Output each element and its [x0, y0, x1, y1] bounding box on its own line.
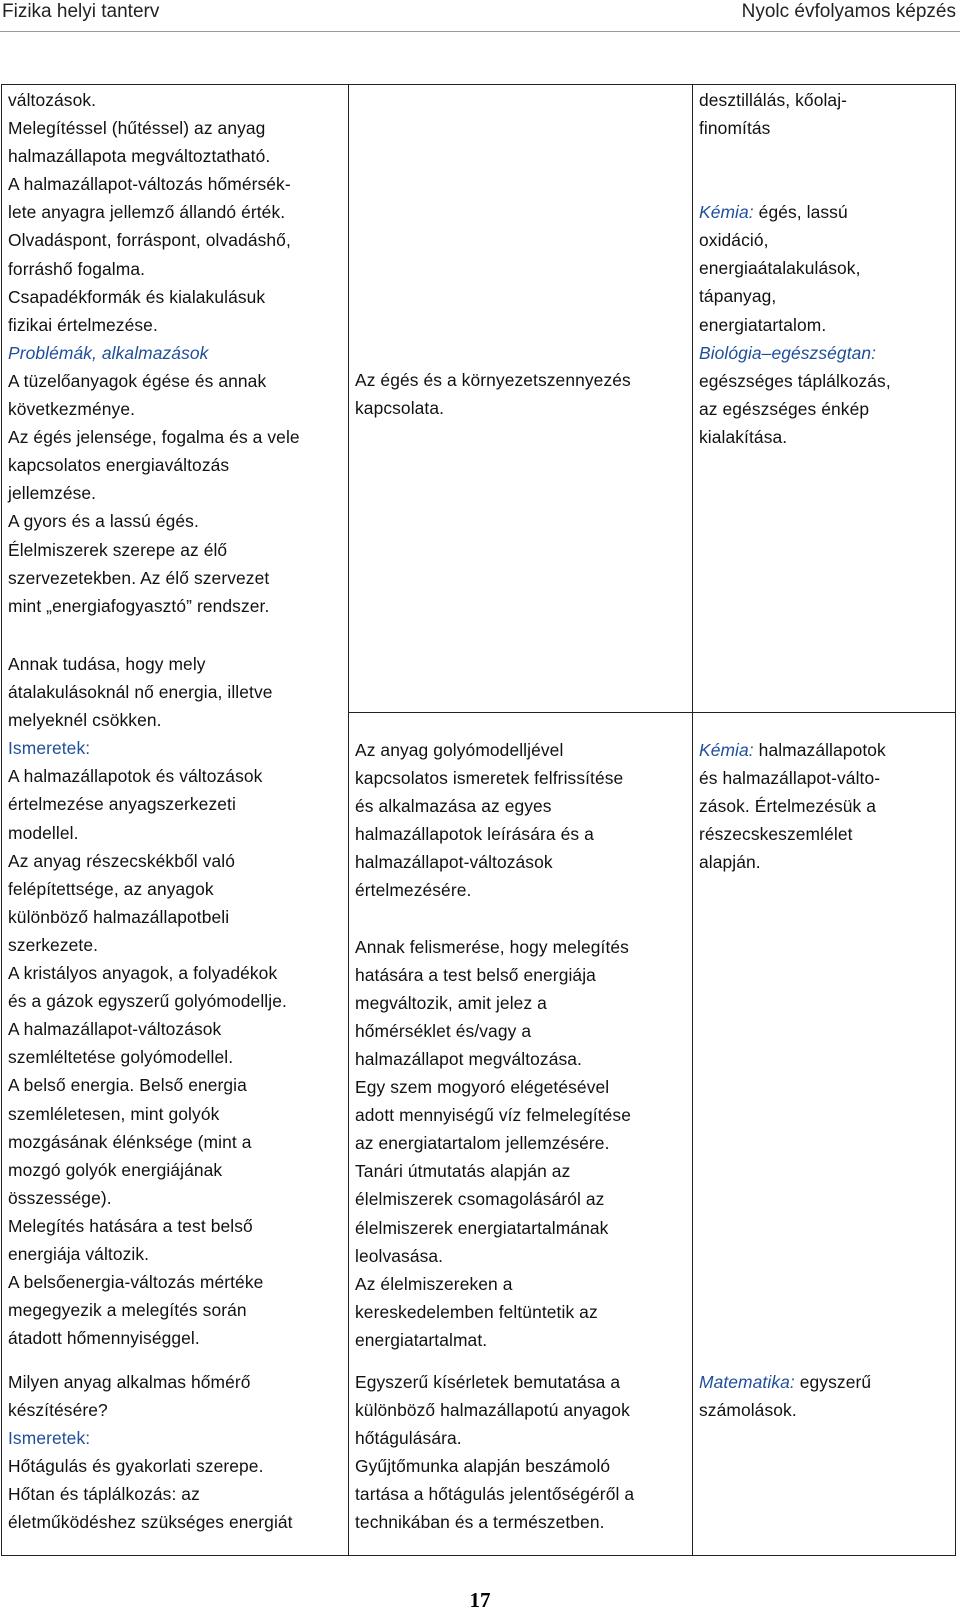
row2-crosslinks-cell	[699, 736, 951, 876]
text-line: megegyezik a melegítés során	[8, 1300, 247, 1321]
text-line: lete anyagra jellemző állandó érték.	[8, 202, 286, 223]
text-line: kereskedelemben feltüntetik az	[355, 1301, 598, 1322]
text-line: Hőtan és táplálkozás: az	[8, 1484, 200, 1505]
text-line: halmazállapotok leírására és a	[355, 824, 594, 845]
text-line: kapcsolatos energiaváltozás	[8, 455, 230, 476]
text-line: halmazállapot-változások	[355, 852, 553, 873]
text-line: részecskeszemlélet	[699, 824, 853, 845]
text-line: A halmazállapot-változások	[8, 1019, 222, 1040]
text-line: zások. Értelmezésük a	[699, 796, 877, 817]
text-line: készítésére?	[8, 1400, 108, 1421]
row-divider	[348, 712, 956, 713]
text-line: változások.	[8, 90, 97, 110]
text-line: felépítettsége, az anyagok	[8, 878, 214, 899]
text-line: Melegítéssel (hűtéssel) az anyag	[8, 118, 266, 139]
table-border-right	[955, 84, 956, 1556]
column-divider-2	[692, 84, 693, 1556]
text-line: A gyors és a lassú égés.	[8, 511, 199, 532]
text-line: Milyen anyag alkalmas hőmérő	[8, 1372, 251, 1392]
text-line: Annak felismerése, hogy melegítés	[355, 936, 629, 957]
subject-label: Kémia:	[699, 740, 754, 760]
text-span: halmazállapotok	[753, 740, 886, 760]
text-line: kapcsolata.	[355, 398, 445, 419]
text-line: Tanári útmutatás alapján az	[355, 1161, 571, 1182]
text-line: energiaátalakulások,	[699, 258, 861, 279]
text-line: és a gázok egyszerű golyómodellje.	[8, 991, 287, 1012]
text-line: hőmérséklet és/vagy a	[355, 1020, 532, 1041]
text-line: Olvadáspont, forráspont, olvadáshő,	[8, 230, 291, 251]
text-line: A kristályos anyagok, a folyadékok	[8, 963, 278, 984]
text-line: Annak tudása, hogy mely	[8, 654, 206, 674]
text-line: Gyűjtőmunka alapján beszámoló	[355, 1456, 611, 1477]
text-line: modellel.	[8, 822, 79, 843]
text-line: mint „energiafogyasztó” rendszer.	[8, 595, 270, 616]
text-line: Az égés és a környezetszennyezés	[355, 370, 631, 390]
row1-crosslinks-cell	[699, 86, 951, 451]
text-line: életműködéshez szükséges energiát	[8, 1512, 293, 1533]
text-line: szerkezete.	[8, 934, 99, 955]
text-line: Ismeretek:	[8, 1428, 91, 1449]
text-line: Az anyag részecskékből való	[8, 850, 235, 871]
text-line: következménye.	[8, 399, 136, 420]
text-line: desztillálás, kőolaj-	[699, 90, 848, 110]
text-line: Hőtágulás és gyakorlati szerepe.	[8, 1456, 264, 1477]
column-divider-1	[348, 84, 349, 1556]
text-line: mozgó golyók energiájának	[8, 1159, 223, 1180]
header-divider	[0, 31, 960, 32]
text-line: finomítás	[699, 118, 771, 139]
text-span: égés, lassú	[753, 202, 848, 223]
text-line: különböző halmazállapotbeli	[8, 906, 230, 927]
page-number: 17	[469, 1588, 491, 1612]
text-line: Élelmiszerek szerepe az élő	[8, 539, 228, 560]
text-line: átadott hőmennyiséggel.	[8, 1328, 200, 1349]
text-line: szervezetekben. Az élő szervezet	[8, 567, 270, 588]
row1-activities-cell	[355, 366, 689, 422]
text-line: élelmiszerek csomagolásáról az	[355, 1189, 605, 1210]
text-line	[699, 736, 951, 764]
table-border-left	[1, 84, 2, 1556]
text-line: értelmezésére.	[355, 880, 472, 901]
text-line: halmazállapot megváltozása.	[355, 1048, 582, 1069]
text-line: kapcsolatos ismeretek felfrissítése	[355, 768, 624, 789]
table-border-bottom	[1, 1555, 956, 1556]
text-line: A tüzelőanyagok égése és annak	[8, 370, 267, 391]
text-line: A halmazállapot-változás hőmérsék-	[8, 174, 291, 195]
text-line: alapján.	[699, 852, 761, 873]
text-line	[699, 1368, 951, 1396]
text-line: fizikai értelmezése.	[8, 314, 158, 335]
text-line: szemléltetése golyómodellel.	[8, 1047, 234, 1068]
text-line	[355, 905, 689, 933]
text-line: forráshő fogalma.	[8, 258, 146, 279]
text-line: hatására a test belső energiája	[355, 964, 596, 985]
text-line: különböző halmazállapotú anyagok	[355, 1400, 630, 1421]
text-line: mozgásának élénksége (mint a	[8, 1131, 252, 1152]
text-line: leolvasása.	[355, 1245, 444, 1266]
header-title: Fizika helyi tanterv	[2, 1, 160, 22]
text-line: megváltozik, amit jelez a	[355, 992, 547, 1013]
text-line: A belső energia. Belső energia	[8, 1075, 247, 1096]
text-line: Ismeretek:	[8, 738, 91, 759]
text-line	[699, 142, 951, 170]
text-line: energiatartalmat.	[355, 1329, 488, 1350]
text-line: A belsőenergia-változás mértéke	[8, 1272, 264, 1293]
text-line: értelmezése anyagszerkezeti	[8, 794, 236, 815]
text-line: hőtágulására.	[355, 1428, 462, 1449]
text-line	[699, 170, 951, 198]
text-line: oxidáció,	[699, 230, 769, 251]
row3-crosslinks-cell	[699, 1368, 951, 1424]
text-line: az egészséges énkép	[699, 398, 870, 419]
text-line: átalakulásoknál nő energia, illetve	[8, 682, 273, 703]
text-line: kialakítása.	[699, 426, 788, 447]
text-line: Az égés jelensége, fogalma és a vele	[8, 427, 300, 448]
text-line: Biológia–egészségtan:	[699, 342, 877, 363]
text-line: halmazállapota megváltoztatható.	[8, 146, 271, 167]
table-border-top	[1, 84, 956, 85]
text-line: élelmiszerek energiatartalmának	[355, 1217, 609, 1238]
text-line: egészséges táplálkozás,	[699, 370, 891, 391]
text-line: Az élelmiszereken a	[355, 1273, 513, 1294]
text-line: tápanyag,	[699, 286, 777, 307]
row3-activities-cell	[355, 1368, 689, 1537]
text-line: és alkalmazása az egyes	[355, 796, 552, 817]
row2-activities-cell	[355, 736, 689, 1354]
row3-content-cell	[8, 1368, 344, 1537]
text-line: Az anyag golyómodelljével	[355, 740, 564, 760]
subject-label: Matematika:	[699, 1372, 795, 1392]
text-line	[699, 198, 951, 226]
text-line: energiatartalom.	[699, 314, 827, 335]
text-line: Egy szem mogyoró elégetésével	[355, 1077, 610, 1098]
text-line: Problémák, alkalmazások	[8, 342, 209, 363]
subject-label: Kémia:	[699, 202, 754, 223]
text-line: technikában és a természetben.	[355, 1512, 605, 1533]
row1-content-cell	[8, 86, 344, 620]
text-line: adott mennyiségű víz felmelegítése	[355, 1105, 632, 1126]
text-line: összessége).	[8, 1187, 112, 1208]
text-line: jellemzése.	[8, 483, 97, 504]
text-span: egyszerű	[794, 1372, 872, 1392]
text-line: Egyszerű kísérletek bemutatása a	[355, 1372, 621, 1392]
text-line: számolások.	[699, 1400, 797, 1421]
text-line: szemléletesen, mint golyók	[8, 1103, 220, 1124]
text-line: melyeknél csökken.	[8, 710, 162, 731]
row2-content-cell	[8, 650, 344, 1352]
text-line: az energiatartalom jellemzésére.	[355, 1133, 610, 1154]
text-line: energiája változik.	[8, 1243, 150, 1264]
header-subtitle: Nyolc évfolyamos képzés	[741, 1, 956, 22]
text-line: és halmazállapot-válto-	[699, 768, 881, 789]
text-line: Melegítés hatására a test belső	[8, 1215, 253, 1236]
text-line: Csapadékformák és kialakulásuk	[8, 286, 266, 307]
text-line: A halmazállapotok és változások	[8, 766, 263, 787]
text-line: tartása a hőtágulás jelentőségéről a	[355, 1484, 635, 1505]
